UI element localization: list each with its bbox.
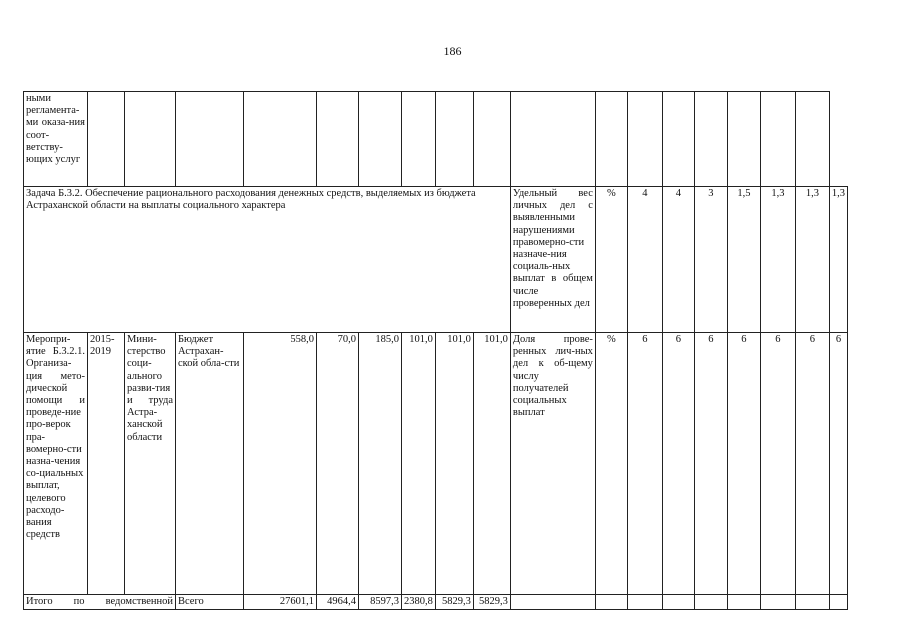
- table-cell: [359, 92, 402, 187]
- activity-cell: Меропри-ятие Б.3.2.1. Организа-ция мето-дической помощи и проведе-ние про-верок пра-вомерно-сти назна-чения со-циальных выплат, целевого расходо-вания средств: [24, 333, 88, 595]
- table-cell: [317, 92, 359, 187]
- indicator-value: 6: [829, 333, 847, 595]
- table-cell: [402, 92, 436, 187]
- indicator-value: 1,3: [829, 187, 847, 333]
- table-cell: [435, 92, 473, 187]
- unit-cell: %: [595, 333, 627, 595]
- indicator-value: 1,5: [727, 187, 760, 333]
- total-amount: 5829,3: [473, 595, 510, 610]
- indicator-value: 4: [662, 187, 694, 333]
- table-cell: [795, 92, 829, 187]
- table-row-activity: [24, 333, 848, 595]
- indicator-cell: Удельный вес личных дел с выявленными нарушениями правомерно-сти назначе-ния социаль-ных выплат в общем числе проверенных дел: [510, 187, 595, 333]
- indicator-value: 6: [694, 333, 727, 595]
- amount-cell: 70,0: [317, 333, 359, 595]
- indicator-value: 4: [627, 187, 662, 333]
- table-cell: [662, 92, 694, 187]
- table-cell: [760, 595, 795, 610]
- indicator-value: 6: [627, 333, 662, 595]
- table-cell: [627, 595, 662, 610]
- table-cell: [694, 595, 727, 610]
- table-cell: [662, 595, 694, 610]
- table-cell: [727, 595, 760, 610]
- activity-cell-continued: ными регламента-ми оказа-ния соот-ветству-ющих услуг: [24, 92, 88, 187]
- period-cell: 2015-2019: [88, 333, 125, 595]
- source-cell: Бюджет Астрахан-ской обла-сти: [176, 333, 244, 595]
- indicator-value: 6: [760, 333, 795, 595]
- indicator-value: 6: [727, 333, 760, 595]
- table-cell: [727, 92, 760, 187]
- executor-cell: Мини-стерство соци-ального разви-тия и труда Астра-ханской области: [125, 333, 176, 595]
- total-amount: 5829,3: [435, 595, 473, 610]
- table-cell: [473, 92, 510, 187]
- program-table: [23, 91, 848, 610]
- amount-cell: 558,0: [244, 333, 317, 595]
- table-cell: [627, 92, 662, 187]
- table-row-continued: [24, 92, 848, 187]
- indicator-value: 1,3: [760, 187, 795, 333]
- table-cell: [510, 595, 595, 610]
- table-cell: [595, 92, 627, 187]
- table-cell: [694, 92, 727, 187]
- total-source: Всего: [176, 595, 244, 610]
- table-cell: [829, 595, 847, 610]
- indicator-value: 3: [694, 187, 727, 333]
- table-cell: [760, 92, 795, 187]
- table-cell: [176, 92, 244, 187]
- table-cell: [88, 92, 125, 187]
- total-label: Итого по ведомственной: [24, 595, 176, 610]
- amount-cell: 101,0: [473, 333, 510, 595]
- total-amount: 27601,1: [244, 595, 317, 610]
- table-row-total: [24, 595, 848, 610]
- page-number: 186: [443, 44, 462, 58]
- unit-cell: %: [595, 187, 627, 333]
- amount-cell: 101,0: [435, 333, 473, 595]
- total-amount: 8597,3: [359, 595, 402, 610]
- table-cell: [795, 595, 829, 610]
- indicator-value: 6: [662, 333, 694, 595]
- amount-cell: 185,0: [359, 333, 402, 595]
- table-row-task: [24, 187, 848, 333]
- total-amount: 4964,4: [317, 595, 359, 610]
- table-cell: [244, 92, 317, 187]
- task-description: Задача Б.3.2. Обеспечение рационального расходования денежных средств, выделяемых из бюджета Астраханской области на выплаты социального характера: [24, 187, 511, 333]
- amount-cell: 101,0: [402, 333, 436, 595]
- table-cell: [125, 92, 176, 187]
- indicator-value: 6: [795, 333, 829, 595]
- table-cell: [510, 92, 595, 187]
- indicator-cell: Доля прове-ренных лич-ных дел к об-щему числу получателей социальных выплат: [510, 333, 595, 595]
- indicator-value: 1,3: [795, 187, 829, 333]
- total-amount: 2380,8: [402, 595, 436, 610]
- table-cell: [595, 595, 627, 610]
